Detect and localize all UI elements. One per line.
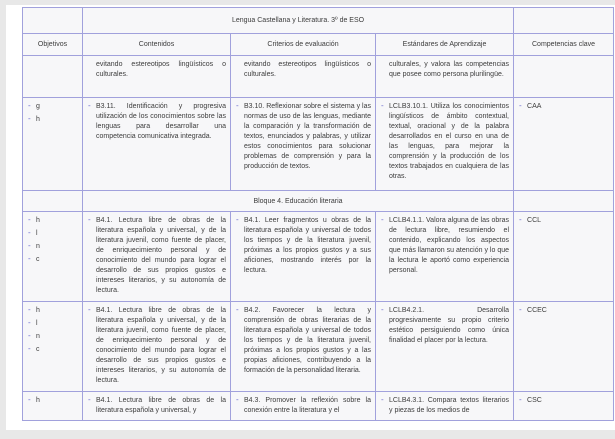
column-header-estandares: Estándares de Aprendizaje [376, 34, 514, 56]
list-item: culturales, y valora las competencias que posee como persona plurilingüe. [389, 61, 510, 78]
objetivo-item: - g [27, 102, 78, 112]
list-item: - B4.1. Lectura libre de obras de la literatura española y universal, y [87, 396, 226, 416]
curriculum-table [22, 7, 614, 421]
list-item: - LCLB4.2.1. Desarrolla progresivamente su propio criterio estético persiguiendo como única finalidad el placer por la lectura. [380, 306, 509, 346]
objetivo-item: - c [27, 345, 78, 355]
title-row-empty-right [514, 8, 614, 34]
list-item: - B3.10. Reflexionar sobre el sistema y las normas de uso de las lenguas, mediante la comparación y la transformación de textos, enunciados y palabras, y utilizar estos conocimientos para solucionar problemas de comprensión y para la producción de textos. [235, 102, 371, 172]
estandares-cell [376, 98, 514, 191]
objetivo-item: - l [27, 319, 78, 329]
list-item: - B3.11. Identificación y progresiva utilización de los conocimientos sobre las lenguas para desarrollar una competencia comunicativa integrada. [87, 102, 226, 142]
objetivo-item: - h [27, 306, 78, 316]
list-item: - B4.3. Promover la reflexión sobre la conexión entre la literatura y el [235, 396, 371, 416]
header-row [23, 34, 614, 56]
criterios-cell [231, 212, 376, 302]
criterios-cell [231, 98, 376, 191]
title-row-empty-left [23, 8, 83, 34]
section-band-empty-right [514, 191, 614, 212]
column-header-competencias: Competencias clave [514, 34, 614, 56]
criterios-cell [231, 392, 376, 421]
document-page [6, 5, 615, 430]
objetivos-cell [23, 392, 83, 421]
section-band-title: Bloque 4. Educación literaria [83, 191, 514, 212]
contenidos-cell [83, 392, 231, 421]
objetivos-cell [23, 302, 83, 392]
competencias-cell [514, 392, 614, 421]
objetivos-cell [23, 98, 83, 191]
estandares-cell [376, 56, 514, 98]
list-item: - LCLB4.1.1. Valora alguna de las obras de lectura libre, resumiendo el contenido, explicando los aspectos que más llamaron su atención y lo que la lectura le aportó como experiencia personal. [380, 216, 509, 276]
table-row [23, 98, 614, 191]
objetivos-cell [23, 212, 83, 302]
competencia-item: - CSC [518, 396, 609, 406]
objetivo-item: - h [27, 115, 78, 125]
table-row [23, 302, 614, 392]
competencia-item: - CCL [518, 216, 609, 226]
list-item: - LCLB4.3.1. Compara textos literarios y piezas de los medios de [380, 396, 509, 416]
objetivo-item: - l [27, 229, 78, 239]
contenidos-cell [83, 98, 231, 191]
list-item: evitando estereotipos lingüísticos o culturales. [96, 61, 226, 78]
table-row [23, 212, 614, 302]
competencias-cell [514, 98, 614, 191]
estandares-cell [376, 302, 514, 392]
estandares-cell [376, 212, 514, 302]
table-title: Lengua Castellana y Literatura. 3º de ESO [83, 8, 514, 34]
contenidos-cell [83, 212, 231, 302]
contenidos-cell [83, 56, 231, 98]
list-item: - LCLB3.10.1. Utiliza los conocimientos lingüísticos de ámbito contextual, textual, oracional y de la palabra desarrollados en el curso en una de las lenguas, para mejorar la comprensión y la producción de los textos trabajados en cualquiera de las otras. [380, 102, 509, 182]
competencia-item: - CCEC [518, 306, 609, 316]
objetivos-cell [23, 56, 83, 98]
competencias-cell [514, 212, 614, 302]
criterios-cell [231, 56, 376, 98]
estandares-cell [376, 392, 514, 421]
title-row [23, 8, 614, 34]
list-item: - B4.1. Lectura libre de obras de la literatura española y universal, y de la literatura juvenil, como fuente de placer, de enriquecimiento personal y de conocimiento del mundo para lograr el desarrollo de sus propios gustos e intereses literarios, y su autonomía de lectura. [87, 306, 226, 386]
section-band-empty-left [23, 191, 83, 212]
list-item: - B4.1. Leer fragmentos u obras de la literatura española y universal de todos los tiempos y de la literatura juvenil, próximas a los propios gustos y a sus aficiones, mostrando interés por la lectura. [235, 216, 371, 276]
table-row [23, 392, 614, 421]
objetivo-item: - h [27, 216, 78, 226]
objetivo-item: - h [27, 396, 78, 406]
objetivo-item: - n [27, 242, 78, 252]
column-header-criterios: Criterios de evaluación [231, 34, 376, 56]
criterios-cell [231, 302, 376, 392]
column-header-contenidos: Contenidos [83, 34, 231, 56]
column-header-objetivos: Objetivos [23, 34, 83, 56]
competencia-item: - CAA [518, 102, 609, 112]
list-item: - B4.2. Favorecer la lectura y comprensión de obras literarias de la literatura española y universal de todos los tiempos y de la literatura juvenil, próximas a los propios gustos y a las propias aficiones, contribuyendo a la formación de la personalidad literaria. [235, 306, 371, 376]
objetivo-item: - n [27, 332, 78, 342]
competencias-cell [514, 56, 614, 98]
section-band-row [23, 191, 614, 212]
list-item: evitando estereotipos lingüísticos o culturales. [244, 61, 371, 78]
objetivo-item: - c [27, 255, 78, 265]
contenidos-cell [83, 302, 231, 392]
competencias-cell [514, 302, 614, 392]
list-item: - B4.1. Lectura libre de obras de la literatura española y universal, y de la literatura juvenil, como fuente de placer, de enriquecimiento personal y de conocimiento del mundo para lograr el desarrollo de sus propios gustos e intereses literarios, y su autonomía de lectura. [87, 216, 226, 296]
table-row [23, 56, 614, 98]
